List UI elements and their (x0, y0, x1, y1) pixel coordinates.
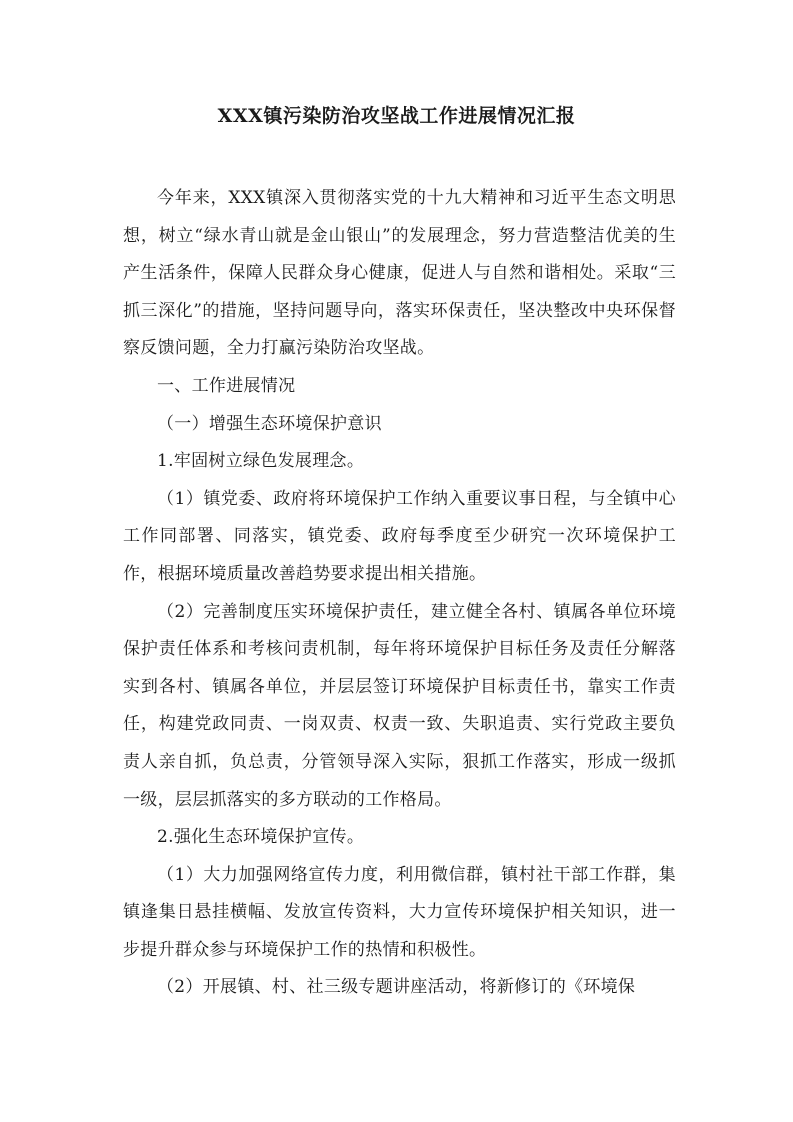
body-paragraph: （2）开展镇、村、社三级专题讲座活动，将新修订的《环境保 (157, 977, 636, 998)
body-paragraph: （1）大力加强网络宣传力度，利用微信群，镇村社干部工作群，集镇逢集日悬挂横幅、发放宣传资料，大力宣传环境保护相关知识，进一步提升群众参与环境保护工作的热情和积极性。 (123, 864, 676, 960)
item-heading: 1.牢固树立绿色发展理念。 (157, 451, 365, 472)
intro-paragraph: 今年来，XXX镇深入贯彻落实党的十九大精神和习近平生态文明思想，树立“绿水青山就是金山银山”的发展理念，努力营造整洁优美的生产生活条件，保障人民群众身心健康，促进人与自然和谐相处。采取“三抓三深化”的措施，坚持问题导向，落实环保责任，坚决整改中央环保督察反馈问题，全力打赢污染防治攻坚战。 (123, 188, 676, 359)
body-paragraph: （2）完善制度压实环境保护责任，建立健全各村、镇属各单位环境保护责任体系和考核问责机制，每年将环境保护目标任务及责任分解落实到各村、镇属各单位，并层层签订环境保护目标责任书，靠实工作责任，构建党政同责、一岗双责、权责一致、失职追责、实行党政主要负责人亲自抓，负总责，分管领导深入实际，狠抓工作落实，形成一级抓一级，层层抓落实的多方联动的工作格局。 (123, 601, 676, 810)
subsection-heading: （一）增强生态环境保护意识 (157, 413, 382, 434)
item-heading: 2.强化生态环境保护宣传。 (157, 827, 365, 848)
section-heading: 一、工作进展情况 (157, 375, 296, 396)
document-body (123, 180, 676, 1007)
document-title: XXX镇污染防治攻坚战工作进展情况汇报 (217, 105, 576, 127)
body-paragraph: （1）镇党委、政府将环境保护工作纳入重要议事日程，与全镇中心工作同部署、同落实，镇党委、政府每季度至少研究一次环境保护工作，根据环境质量改善趋势要求提出相关措施。 (123, 488, 676, 584)
